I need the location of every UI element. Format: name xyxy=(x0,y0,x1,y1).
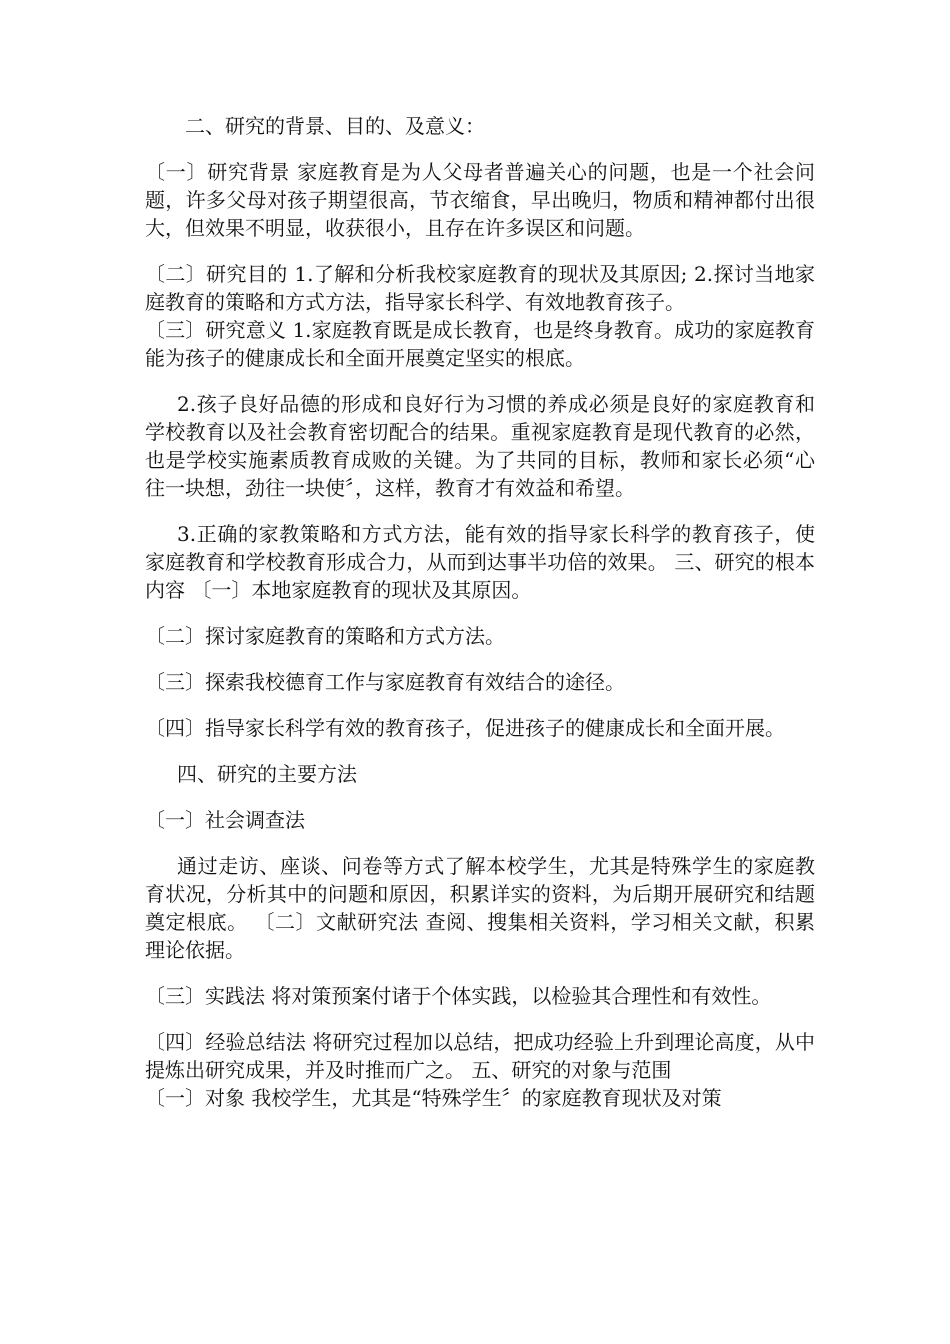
paragraph-research-object: 〔一〕对象 我校学生，尤其是“特殊学生〞的家庭教育现状及对策 xyxy=(145,1086,722,1110)
document-body xyxy=(145,112,815,1112)
paragraph-significance-2: 2.孩子良好品德的形成和良好行为习惯的养成必须是良好的家庭教育和学校教育以及社会教育密切配合的结果。重视家庭教育是现代教育的必然，也是学校实施素质教育成败的关键。为了共同的目标，教师和家长必须“心往一块想，劲往一块使〞，这样，教育才有效益和希望。 xyxy=(145,392,815,500)
paragraph-method-3: 〔三〕实践法 将对策预案付诸于个体实践，以检验其合理性和有效性。 xyxy=(145,984,772,1008)
paragraph-content-4: 〔四〕指导家长科学有效的教育孩子，促进孩子的健康成长和全面开展。 xyxy=(145,716,785,740)
paragraph-significance-3: 3.正确的家教策略和方式方法，能有效的指导家长科学的教育孩子，使家庭教育和学校教育形成合力，从而到达事半功倍的效果。 三、研究的根本内容 〔一〕本地家庭教育的现状及其原因。 xyxy=(145,522,815,602)
paragraph-research-purpose: 〔二〕研究目的 1.了解和分析我校家庭教育的现状及其原因; 2.探讨当地家庭教育的策略和方式方法，指导家长科学、有效地教育孩子。 xyxy=(145,262,815,314)
paragraph-content-2: 〔二〕探讨家庭教育的策略和方式方法。 xyxy=(145,624,505,648)
paragraph-research-background: 〔一〕研究背景 家庭教育是为人父母者普遍关心的问题，也是一个社会问题，许多父母对孩子期望很高，节衣缩食，早出晚归，物质和精神都付出很大，但效果不明显，收获很小，且存在许多误区和问题。 xyxy=(145,160,815,240)
paragraph-research-significance: 〔三〕研究意义 1.家庭教育既是成长教育，也是终身教育。成功的家庭教育能为孩子的健康成长和全面开展奠定坚实的根底。 xyxy=(145,318,815,370)
paragraph-method-1-body: 通过走访、座谈、问卷等方式了解本校学生，尤其是特殊学生的家庭教育状况，分析其中的问题和原因，积累详实的资料，为后期开展研究和结题奠定根底。 〔二〕文献研究法 查阅、搜集相关资料，学习相关文献，积累理论依据。 xyxy=(145,854,815,962)
paragraph-content-3: 〔三〕探索我校德育工作与家庭教育有效结合的途径。 xyxy=(145,670,625,694)
section-heading-methods: 四、研究的主要方法 xyxy=(177,762,357,786)
paragraph-method-4: 〔四〕经验总结法 将研究过程加以总结，把成功经验上升到理论高度，从中提炼出研究成果，并及时推而广之。 五、研究的对象与范围 xyxy=(145,1030,815,1082)
section-heading-background: 二、研究的背景、目的、及意义： xyxy=(185,114,485,138)
paragraph-method-1-title: 〔一〕社会调查法 xyxy=(145,808,305,832)
